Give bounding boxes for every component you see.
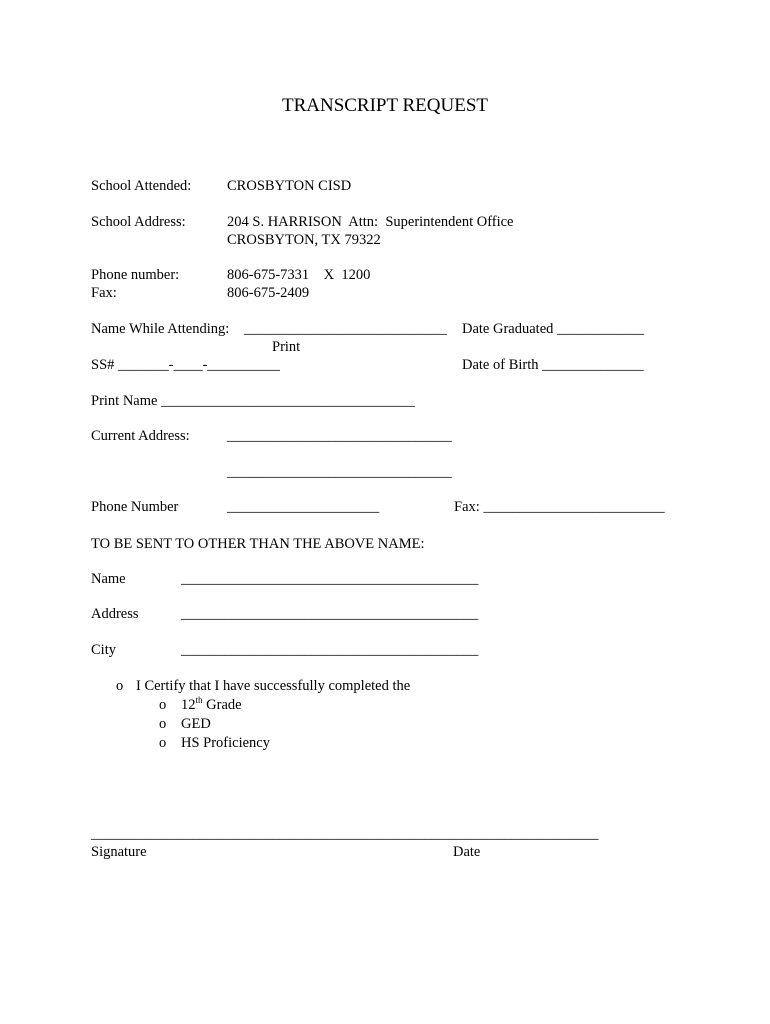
option-12th-number: 12 xyxy=(181,697,196,713)
certify-bullet-icon[interactable]: o xyxy=(116,678,124,694)
school-phone-value: 806-675-7331 X 1200 xyxy=(227,267,371,283)
fax-field[interactable]: Fax: _________________________ xyxy=(454,499,665,515)
date-graduated-field[interactable]: Date Graduated ____________ xyxy=(462,321,645,337)
school-address-line2: CROSBYTON, TX 79322 xyxy=(227,232,381,248)
school-phone-label: Phone number: xyxy=(91,267,180,283)
current-address-field-2[interactable]: _______________________________ xyxy=(227,464,452,480)
date-label: Date xyxy=(453,844,481,860)
school-address-line1: 204 S. HARRISON Attn: Superintendent Office xyxy=(227,214,514,230)
print-name-field[interactable]: Print Name ___________________________________ xyxy=(91,393,415,409)
recipient-name-field[interactable]: _________________________________________ xyxy=(181,571,479,587)
option-ged-bullet-icon[interactable]: o xyxy=(159,716,167,732)
signature-line[interactable]: ______________________________________________________________________ xyxy=(91,826,599,842)
phone-number-field[interactable]: _____________________ xyxy=(227,499,380,515)
recipient-address-label: Address xyxy=(91,606,139,622)
print-hint: Print xyxy=(272,339,301,355)
recipient-city-field[interactable]: _________________________________________ xyxy=(181,642,479,658)
option-12th-grade xyxy=(181,695,242,713)
school-fax-value: 806-675-2409 xyxy=(227,285,310,301)
certify-text: I Certify that I have successfully completed the xyxy=(136,678,411,694)
option-ged: GED xyxy=(181,716,211,732)
recipient-city-label: City xyxy=(91,642,116,658)
recipient-address-field[interactable]: _________________________________________ xyxy=(181,606,479,622)
current-address-field-1[interactable]: _______________________________ xyxy=(227,428,452,444)
school-attended-value: CROSBYTON CISD xyxy=(227,178,352,194)
page-title: TRANSCRIPT REQUEST xyxy=(281,95,489,116)
recipient-name-label: Name xyxy=(91,571,126,587)
school-attended-label: School Attended: xyxy=(91,178,192,194)
date-of-birth-field[interactable]: Date of Birth ______________ xyxy=(462,357,644,373)
recipient-heading: TO BE SENT TO OTHER THAN THE ABOVE NAME: xyxy=(91,536,425,552)
signature-label: Signature xyxy=(91,844,147,860)
name-while-attending-label: Name While Attending: xyxy=(91,321,230,337)
option-12th-grade-text: Grade xyxy=(202,697,242,713)
phone-number-label: Phone Number xyxy=(91,499,179,515)
name-while-attending-field[interactable]: ____________________________ xyxy=(244,321,447,337)
ssn-field[interactable]: SS# _______-____-__________ xyxy=(91,357,280,373)
option-12th-grade-bullet-icon[interactable]: o xyxy=(159,697,167,713)
school-fax-label: Fax: xyxy=(91,285,117,301)
option-12th-suffix: th xyxy=(195,695,203,706)
school-address-label: School Address: xyxy=(91,214,186,230)
current-address-label: Current Address: xyxy=(91,428,190,444)
option-hs-proficiency: HS Proficiency xyxy=(181,735,270,751)
option-hs-proficiency-bullet-icon[interactable]: o xyxy=(159,735,167,751)
